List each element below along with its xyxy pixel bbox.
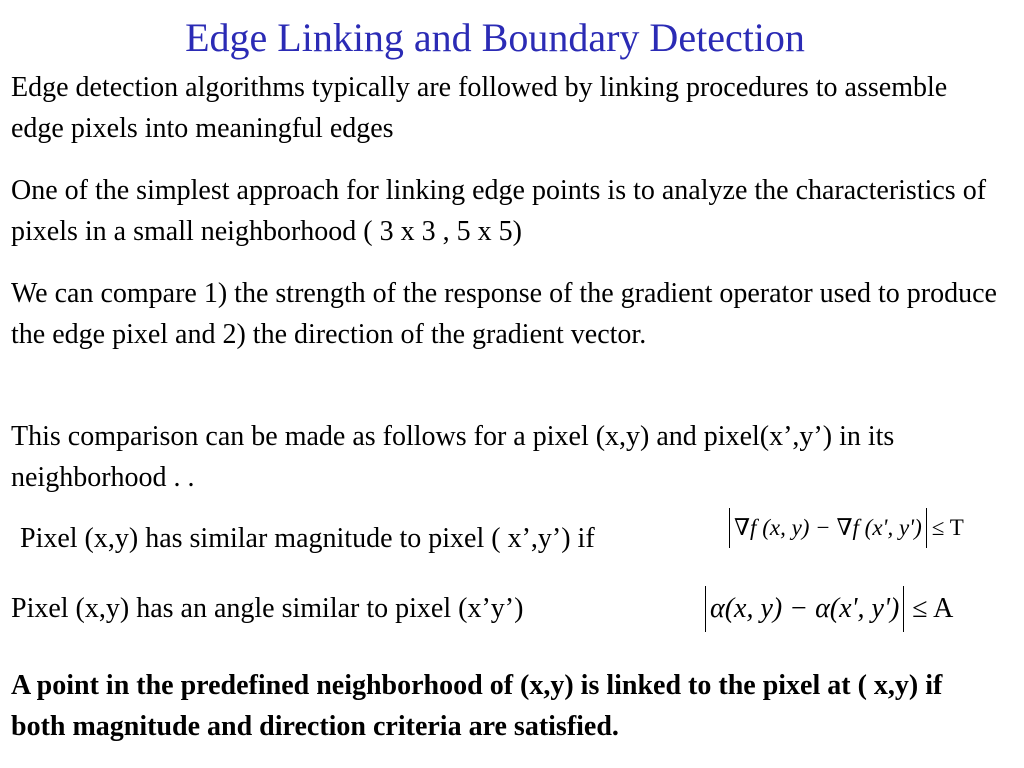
magnitude-formula <box>729 508 964 548</box>
angle-rule-text: Pixel (x,y) has an angle similar to pixel (x’y’) <box>11 593 524 624</box>
paragraph-comparison: This comparison can be made as follows for a pixel (x,y) and pixel(x’,y’) in its neighborhood . . <box>11 421 895 493</box>
magnitude-formula-expression: ∇f (x, y) − ∇f (x', y') <box>734 508 927 548</box>
angle-formula-threshold: ≤ A <box>912 593 954 624</box>
magnitude-formula-threshold: ≤ T <box>931 515 964 540</box>
angle-formula-expression: α(x, y) − α(x', y') <box>710 586 904 632</box>
conclusion-text: A point in the predefined neighborhood of (x,y) is linked to the pixel at ( x,y) if both magnitude and direction criteria are satisfied. <box>11 670 943 742</box>
angle-formula <box>705 586 953 632</box>
slide-title: Edge Linking and Boundary Detection <box>185 15 805 60</box>
paragraph-edge-detection: Edge detection algorithms typically are followed by linking procedures to assemble edge pixels into meaningful edges <box>11 72 948 144</box>
paragraph-simplest-approach: One of the simplest approach for linking edge points is to analyze the characteristics of pixels in a small neighborhood ( 3 x 3 , 5 x 5) <box>11 175 987 247</box>
magnitude-rule-text: Pixel (x,y) has similar magnitude to pixel ( x’,y’) if <box>20 523 595 554</box>
paragraph-compare-criteria: We can compare 1) the strength of the response of the gradient operator used to produce the edge pixel and 2) the direction of the gradient vector. <box>11 278 997 350</box>
